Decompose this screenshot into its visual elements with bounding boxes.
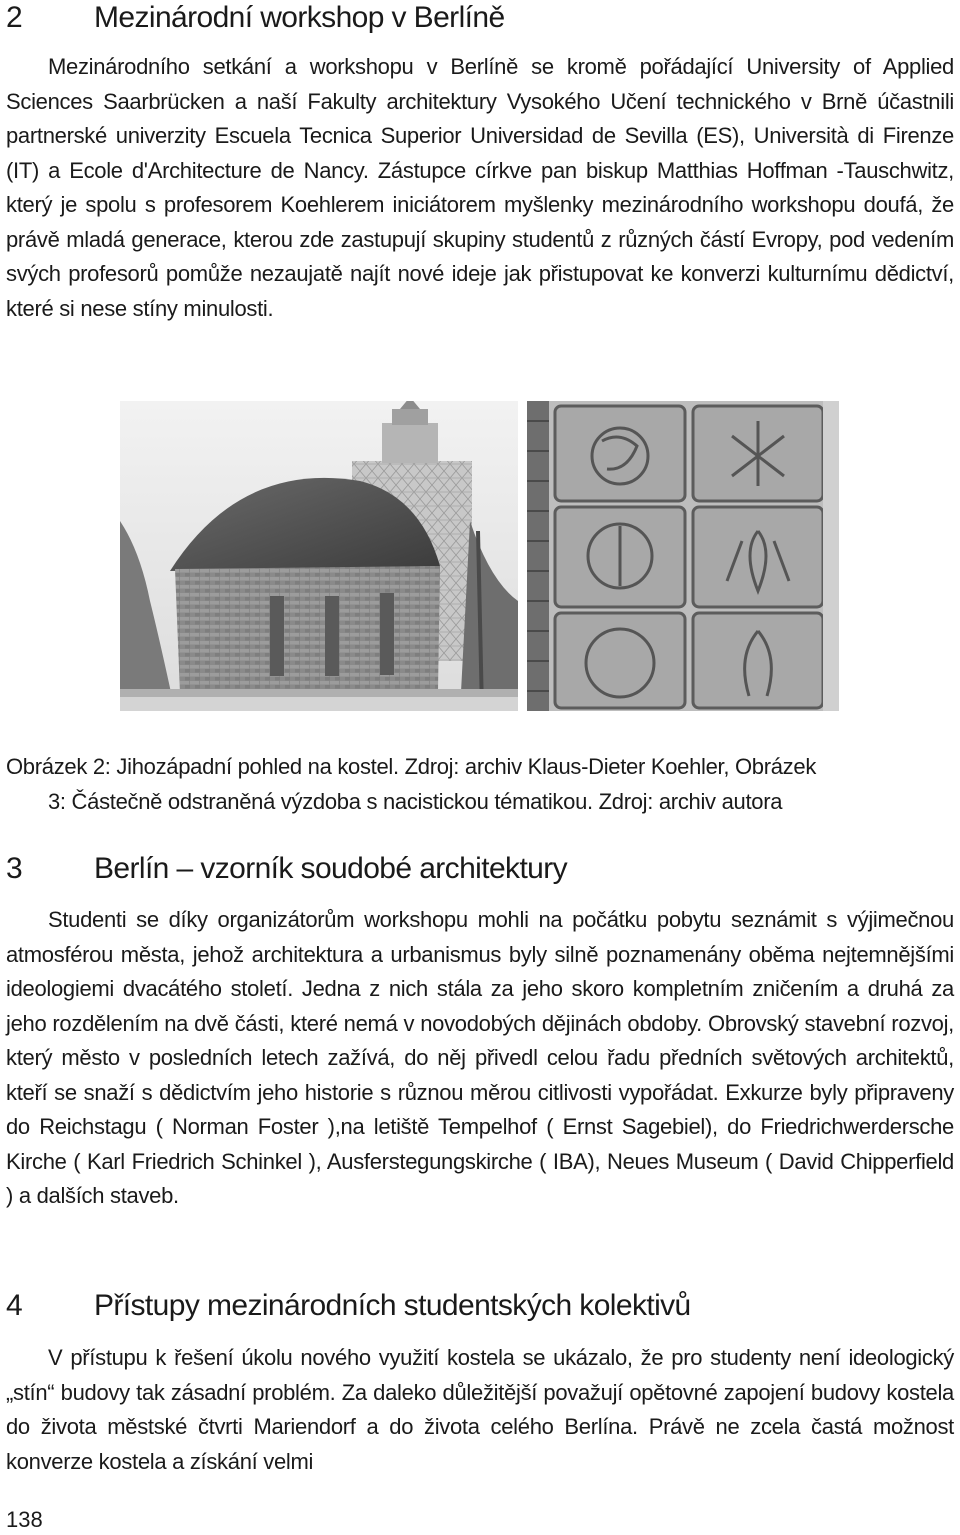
section-4-number: 4 <box>6 1289 23 1322</box>
figure-caption-line-1: Obrázek 2: Jihozápadní pohled na kostel. Zdroj: archiv Klaus-Dieter Koehler, Obrázek <box>6 754 817 779</box>
section-2-number: 2 <box>6 1 23 34</box>
section-4-title: Přístupy mezinárodních studentských kolektivů <box>94 1289 691 1322</box>
section-2-heading <box>6 0 505 36</box>
figure-caption-line-2: 3: Částečně odstraněná výzdoba s nacistickou tématikou. Zdroj: archiv autora <box>48 789 783 814</box>
relief-photo <box>527 401 839 711</box>
section-2-title: Mezinárodní workshop v Berlíně <box>94 1 505 34</box>
section-2-paragraph <box>6 50 954 326</box>
section-3-title: Berlín – vzorník soudobé architektury <box>94 852 568 885</box>
section-2-text: Mezinárodního setkání a workshopu v Berlíně se kromě pořádající University of Applied Sciences Saarbrücken a naší Fakulty architektury Vysokého Učení technického v Brně účastnili partnerské univerzity Escuela Tecnica Superior Universidad de Sevilla (ES), Università di Firenze (IT) a Ecole d'Architecture de Nancy. Zástupce církve pan biskup Matthias Hoffman -Tauschwitz, který je spolu s profesorem Koehlerem iniciátorem myšlenky mezinárodního workshopu doufá, že právě mladá generace, kterou zde zastupují skupiny studentů z různých částí Evropy, pod vedením svých profesorů pomůže nezaujatě najít nové ideje jak přistupovat ke konverzi kulturnímu dědictví, které si nese stíny minulosti. <box>6 54 954 321</box>
relief-photo-image <box>527 401 839 711</box>
section-4-text: V přístupu k řešení úkolu nového využití kostela se ukázalo, že pro studenty není ideologický „stín“ budovy tak zásadní problém. Za daleko důležitější považují opětovné zapojení budovy kostela do života městské čtvrti Mariendorf a do života celého Berlína. Právě ne zcela častá možnost konverze kostela a získání velmi <box>6 1345 954 1474</box>
section-3-heading <box>6 851 567 887</box>
church-photo <box>120 401 518 711</box>
section-3-number: 3 <box>6 852 23 885</box>
page-number: 138 <box>6 1507 43 1532</box>
section-3-paragraph <box>6 903 954 1214</box>
section-4-paragraph <box>6 1341 954 1479</box>
section-3-text: Studenti se díky organizátorům workshopu mohli na počátku pobytu seznámit s výjimečnou atmosférou města, jehož architektura a urbanismus byly silně poznamenány oběma nejtemnějšími ideologiemi dvacátého století. Jedna z nich stála za jeho skoro kompletním zničením a druhá za jeho rozdělením na dvě části, které nemá v novodobých dějinách obdoby. Obrovský stavební rozvoj, který město v posledních letech zažívá, do něj přivedl celou řadu předních světových architektů, kteří se snaží s dědictvím jeho historie s různou měrou citlivosti vypořádat. Exkurze byly připraveny do Reichstagu ( Norman Foster ),na letiště Tempelhof ( Ernst Sagebiel), do Friedrichwerdersche Kirche ( Karl Friedrich Schinkel ), Ausferstegungskirche ( IBA), Neues Museum ( David Chipperfield ) a dalších staveb. <box>6 907 954 1208</box>
church-photo-image <box>120 401 518 711</box>
section-4-heading <box>6 1288 691 1324</box>
